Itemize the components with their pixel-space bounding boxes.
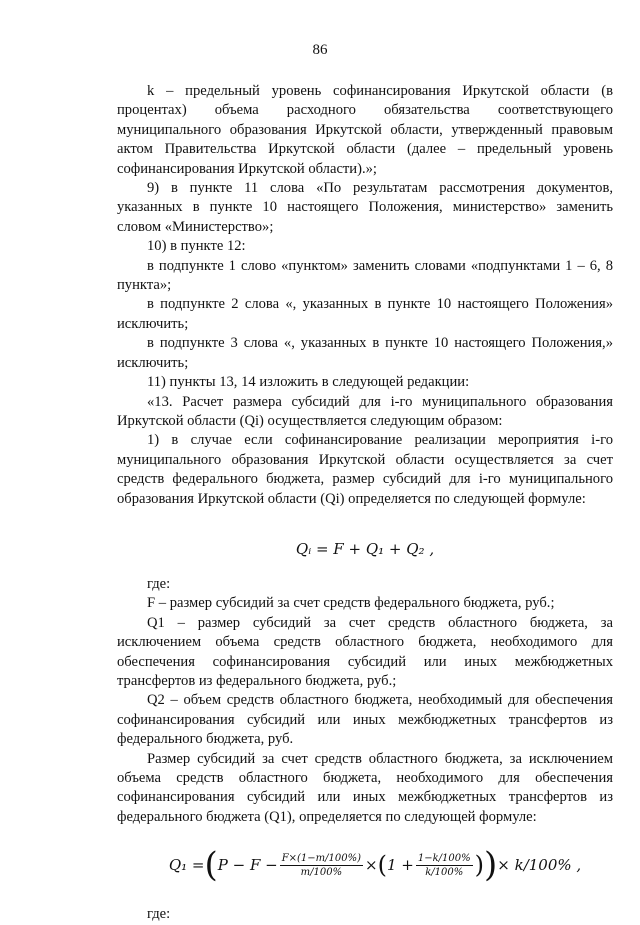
- formula-fraction-a: [280, 852, 363, 879]
- paragraph-where-2: где:: [147, 906, 171, 923]
- formula-fraction-b: [416, 852, 473, 879]
- formula-inner-open-paren: (: [377, 851, 387, 880]
- paragraph-item-13: «13. Расчет размера субсидий для i-го муниципального образования Иркутской области (Qi) осуществляется следующим образом:: [117, 393, 613, 429]
- formula-one-plus: 1 +: [386, 855, 414, 874]
- page-number: 86: [312, 42, 328, 58]
- formula-q1-lhs: Q₁ =: [168, 855, 205, 874]
- paragraph-q1-definition: Q1 – размер субсидий за счет средств областного бюджета, за исключением объема средств областного бюджета, необходимого для обеспечения софинансирования субсидий или иных межбюджетных трансфертов из федерального бюджета, руб.;: [117, 614, 613, 689]
- spacer: [117, 895, 613, 905]
- paragraph-item-10: 10) в пункте 12:: [147, 238, 246, 255]
- formula-tail: × k/100% ,: [497, 855, 582, 874]
- paragraph-subitem-1: в подпункте 1 слово «пунктом» заменить словами «подпунктами 1 – 6, 8 пункта»;: [117, 257, 613, 294]
- formula-close-paren: ): [484, 845, 498, 886]
- formula-qi: Qᵢ = F + Q₁ + Q₂ ,: [295, 539, 435, 558]
- formula-q1: [137, 835, 613, 895]
- formula-p-minus-f: P − F −: [217, 855, 278, 874]
- paragraph-subitem-2: в подпункте 2 слова «, указанных в пункте 10 настоящего Положения» исключить;: [117, 296, 613, 332]
- paragraph-q1-size: Размер субсидий за счет средств областного бюджета, за исключением объема средств областного бюджета, необходимого для обеспечения софинансирования субсидий или иных межбюджетных трансфертов из федерального бюджета (Q1), определяется по следующей формуле:: [117, 750, 613, 825]
- fraction-b-numerator: 1−k/100%: [417, 852, 471, 864]
- paragraph-item-9: 9) в пункте 11 слова «По результатам рассмотрения документов, указанных в пункте 10 настоящего Положения, министерство» заменить словом «Министерство»;: [117, 180, 613, 235]
- paragraph-k-definition: k – предельный уровень софинансирования Иркутской области (в процентах) объема расходного обязательства соответствующего муниципального образования Иркутской области, утвержденный правовым актом Правительства Иркутской области (далее – предельный уровень софинансирования Иркутской области).»;: [117, 83, 613, 177]
- fraction-a-denominator: m/100%: [300, 866, 343, 878]
- formula-inner-close-paren: ): [474, 851, 484, 880]
- paragraph-subitem-3: в подпункте 3 слова «, указанных в пункте 10 настоящего Положения,» исключить;: [117, 335, 613, 371]
- paragraph-q2-definition: Q2 – объем средств областного бюджета, необходимый для обеспечения софинансирования субсидий или иных межбюджетных трансфертов из федерального бюджета, руб.: [117, 692, 613, 748]
- formula-open-paren: (: [204, 845, 218, 886]
- paragraph-case-1: 1) в случае если софинансирование реализации мероприятия i-го муниципального образования Иркутской области осуществляется за счет средств федерального бюджета, размер субсидий для i-го муниципального образования Иркутской области (Qi) определяется по следующей формуле:: [117, 432, 613, 507]
- paragraph-f-definition: F – размер субсидий за счет средств федерального бюджета, руб.;: [147, 595, 555, 612]
- formula-times: ×: [365, 855, 378, 874]
- fraction-b-denominator: k/100%: [425, 866, 464, 878]
- document-body: [117, 82, 613, 925]
- fraction-a-numerator: F×(1−m/100%): [281, 852, 362, 864]
- paragraph-item-11: 11) пункты 13, 14 изложить в следующей редакции:: [147, 374, 470, 391]
- paragraph-where-1: где:: [147, 575, 171, 592]
